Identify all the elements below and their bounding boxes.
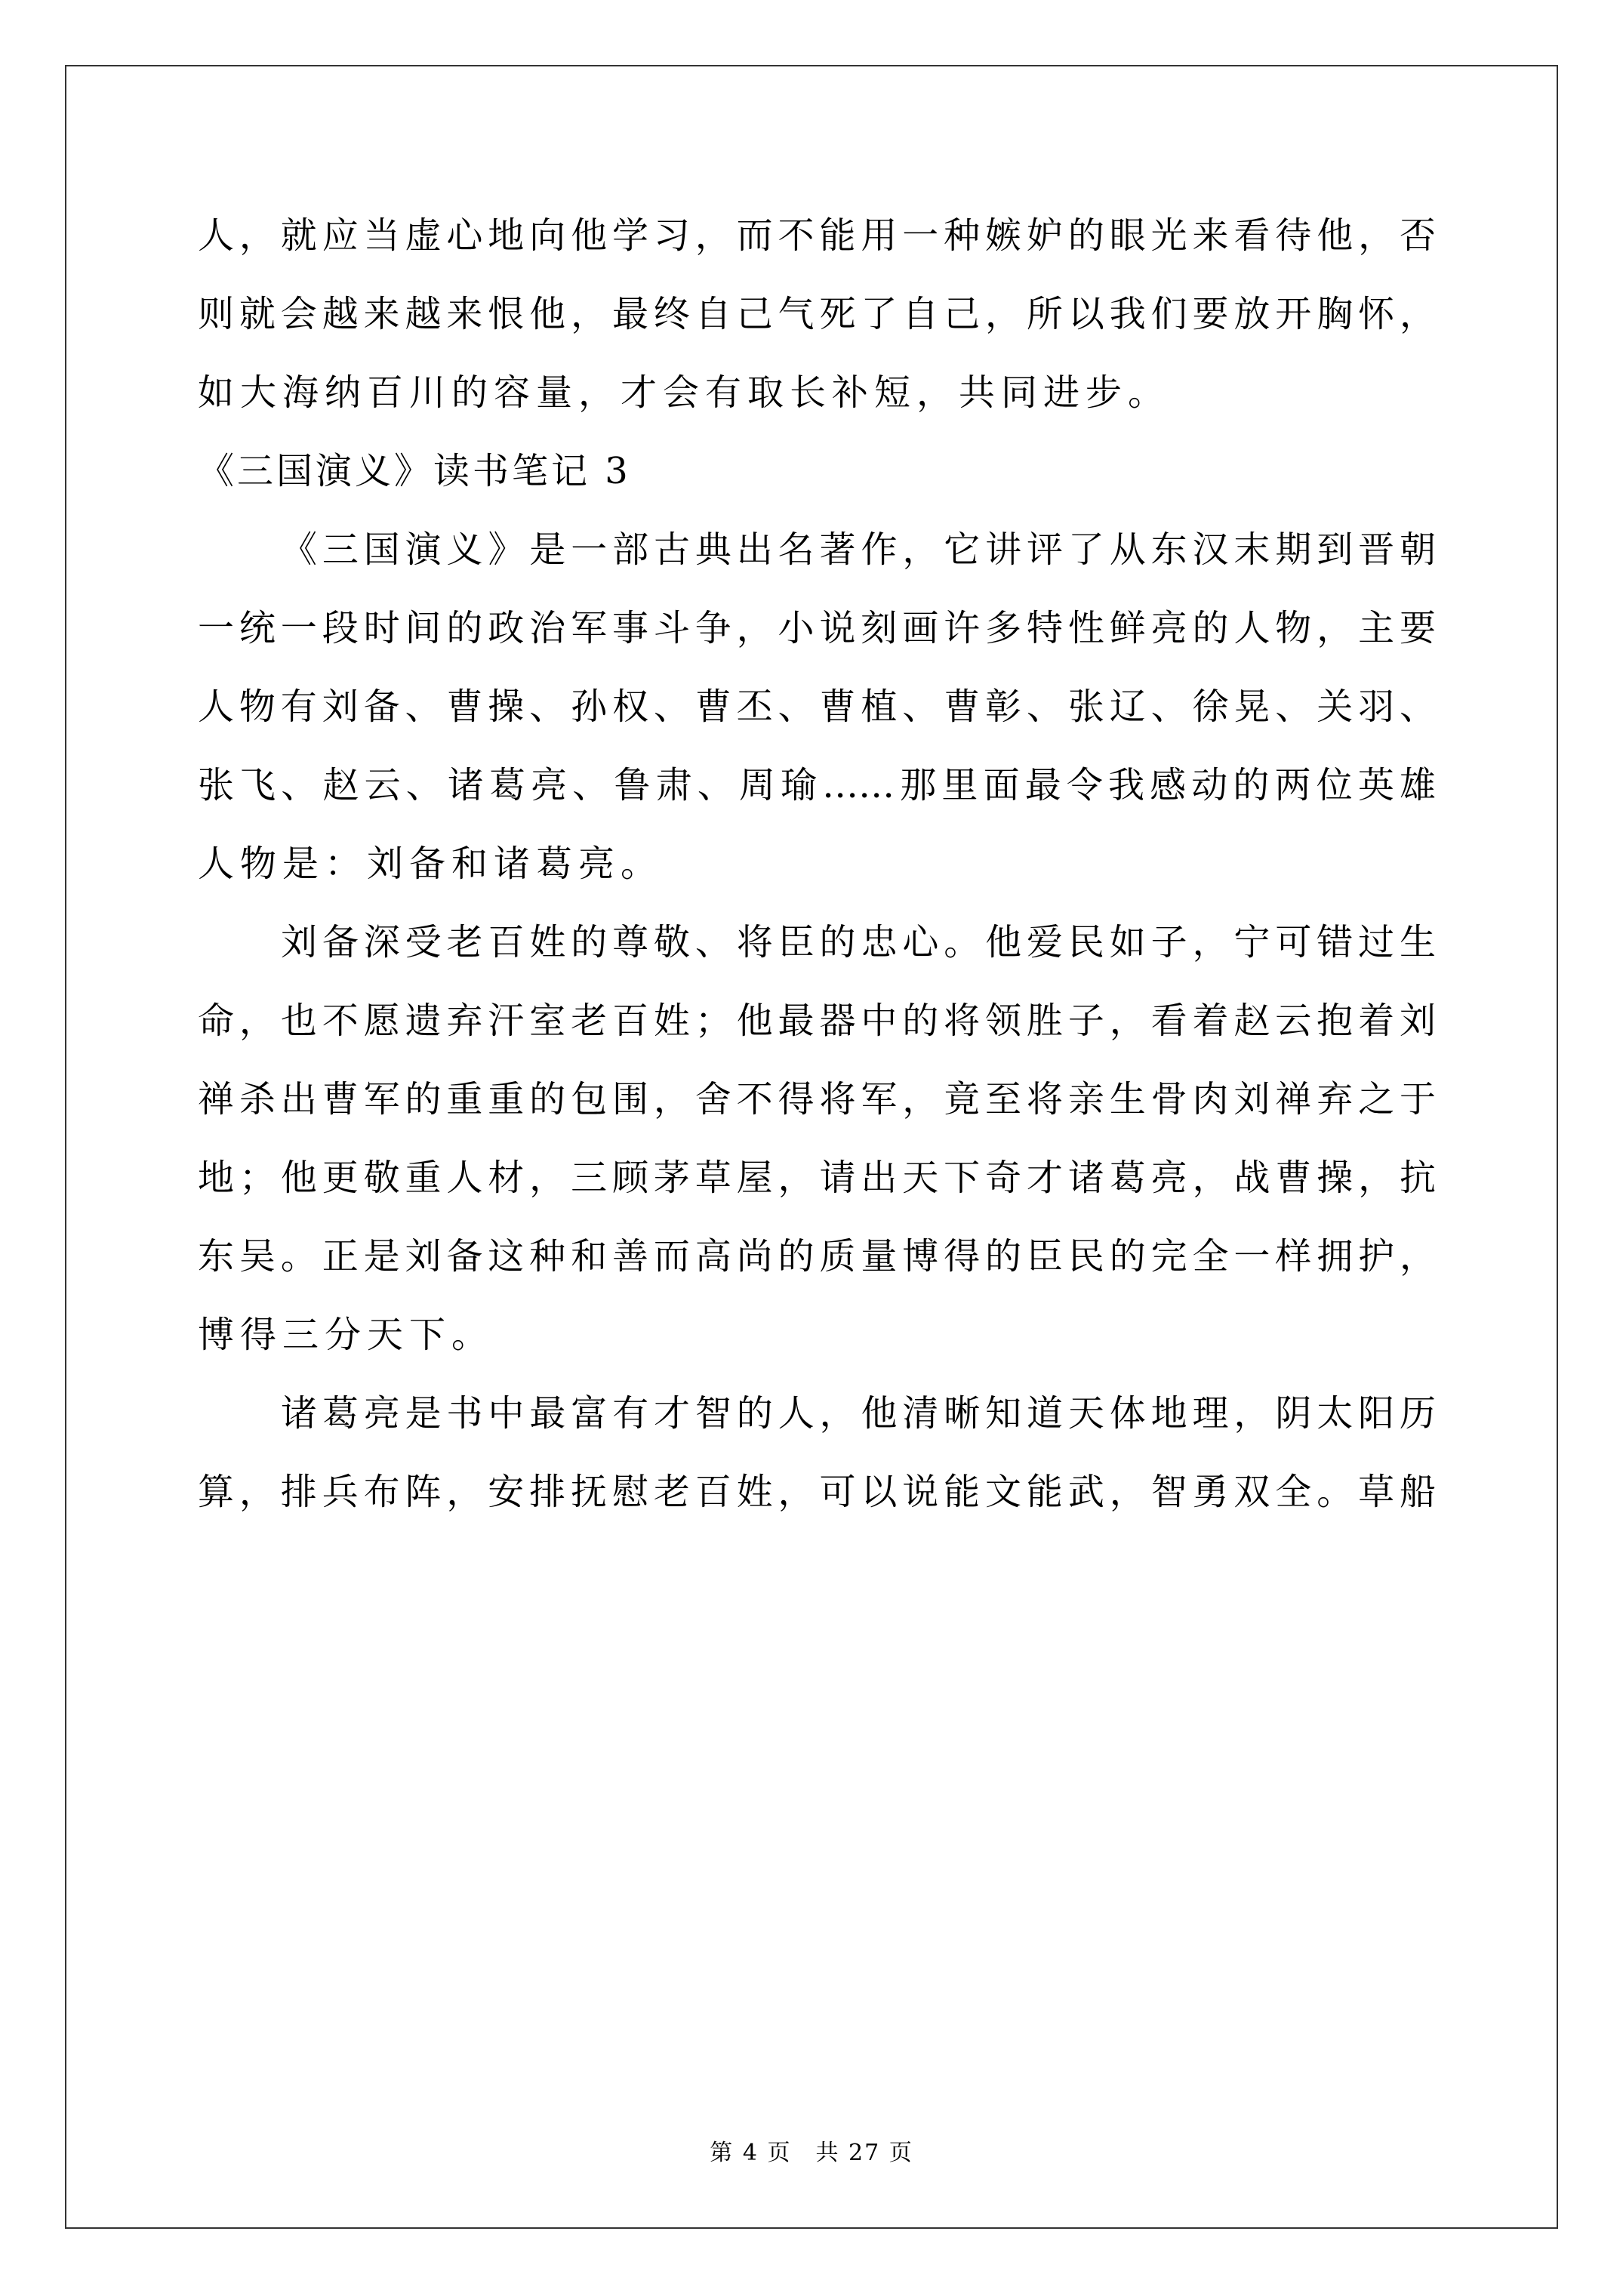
paragraph-line: 《三国演义》是一部古典出名著作，它讲评了从东汉末期到晋朝 xyxy=(281,529,1436,571)
paragraph-line: 一统一段时间的政治军事斗争，小说刻画许多特性鲜亮的人物，主要 xyxy=(198,607,1436,649)
paragraph-line: 博得三分天下。 xyxy=(198,1314,494,1356)
page-number-footer: 第 4 页 共 27 页 xyxy=(710,2140,913,2166)
paragraph-line: 算，排兵布阵，安排抚慰老百姓，可以说能文能武，智勇双全。草船 xyxy=(198,1471,1436,1513)
section-heading: 《三国演义》读书笔记 3 xyxy=(198,450,631,492)
paragraph-line: 命，也不愿遗弃汗室老百姓；他最器中的将领胜子，看着赵云抱着刘 xyxy=(198,1000,1436,1042)
paragraph-line: 人物是：刘备和诸葛亮。 xyxy=(198,843,664,885)
document-body xyxy=(198,196,1436,1531)
paragraph-line: 张飞、赵云、诸葛亮、鲁肃、周瑜……那里面最令我感动的两位英雄 xyxy=(198,764,1436,806)
paragraph-line: 人物有刘备、曹操、孙权、曹丕、曹植、曹彰、张辽、徐晃、关羽、 xyxy=(198,686,1436,728)
paragraph-line: 东吴。正是刘备这种和善而高尚的质量博得的臣民的完全一样拥护， xyxy=(198,1235,1436,1277)
paragraph-line: 诸葛亮是书中最富有才智的人，他清晰知道天体地理，阴太阳历 xyxy=(281,1392,1436,1435)
paragraph-line: 地；他更敬重人材，三顾茅草屋，请出天下奇才诸葛亮，战曹操，抗 xyxy=(198,1157,1436,1199)
paragraph-line: 刘备深受老百姓的尊敬、将臣的忠心。他爱民如子，宁可错过生 xyxy=(281,921,1436,963)
paragraph-line: 如大海纳百川的容量，才会有取长补短，共同进步。 xyxy=(198,371,1171,414)
paragraph-line: 禅杀出曹军的重重的包围，舍不得将军，竟至将亲生骨肉刘禅弃之于 xyxy=(198,1078,1436,1120)
paragraph-line: 人，就应当虚心地向他学习，而不能用一种嫉妒的眼光来看待他，否 xyxy=(198,214,1436,257)
paragraph-line: 则就会越来越来恨他，最终自己气死了自己，所以我们要放开胸怀， xyxy=(198,293,1436,335)
